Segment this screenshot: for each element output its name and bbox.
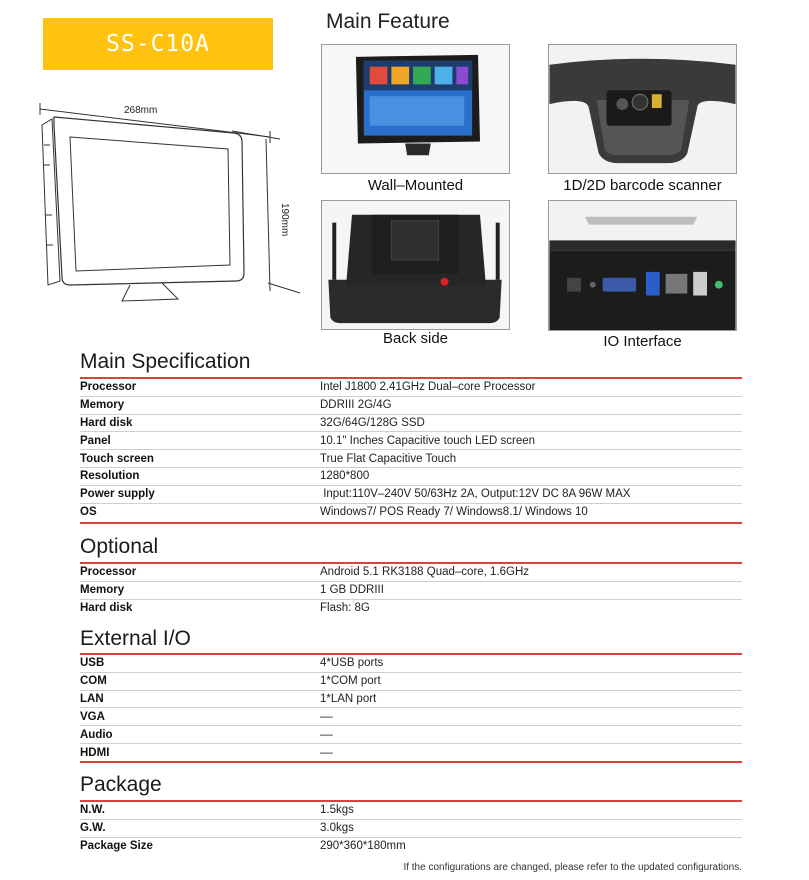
dimension-drawing	[30, 95, 310, 310]
io-interface-photo	[548, 200, 737, 331]
spec-key: Memory	[80, 584, 125, 597]
spec-value: 1.5kgs	[320, 804, 354, 817]
back-side-photo	[321, 200, 510, 330]
spec-key: LAN	[80, 692, 104, 705]
spec-row	[80, 838, 742, 856]
spec-row	[80, 708, 742, 726]
spec-key: Processor	[80, 381, 137, 394]
spec-key: COM	[80, 675, 107, 688]
spec-value: ––	[320, 710, 333, 723]
spec-value: 1*LAN port	[320, 692, 377, 705]
spec-key: OS	[80, 506, 97, 519]
spec-row	[80, 802, 742, 820]
spec-value: 32G/64G/128G SSD	[320, 416, 425, 429]
spec-key: Hard disk	[80, 416, 133, 429]
spec-row	[80, 397, 742, 415]
spec-row	[80, 691, 742, 709]
spec-key: Power supply	[80, 488, 155, 501]
spec-row	[80, 820, 742, 838]
spec-key: Resolution	[80, 470, 140, 483]
section-title-main-specification: Main Specification	[80, 350, 251, 373]
spec-key: Memory	[80, 399, 125, 412]
spec-row	[80, 415, 742, 433]
spec-key: Touch screen	[80, 452, 154, 465]
spec-value: 290*360*180mm	[320, 840, 406, 853]
spec-row	[80, 450, 742, 468]
spec-row	[80, 468, 742, 486]
spec-key: Package Size	[80, 840, 153, 853]
package-table	[80, 802, 742, 855]
main-feature-title: Main Feature	[326, 10, 450, 33]
model-name: SS-C10A	[106, 31, 210, 57]
spec-key: N.W.	[80, 804, 105, 817]
spec-row	[80, 379, 742, 397]
spec-row	[80, 673, 742, 691]
section-title-optional: Optional	[80, 535, 159, 558]
main-specification-table	[80, 379, 742, 521]
spec-value: 10.1" Inches Capacitive touch LED screen	[320, 434, 536, 447]
red-rule	[80, 761, 742, 763]
spec-row	[80, 744, 742, 762]
spec-key: Audio	[80, 728, 113, 741]
spec-row	[80, 432, 742, 450]
spec-value: Intel J1800 2.41GHz Dual–core Processor	[320, 381, 536, 394]
spec-value: Flash: 8G	[320, 602, 370, 615]
spec-row	[80, 564, 742, 582]
red-rule	[80, 522, 742, 524]
configuration-footnote: If the configurations are changed, please refer to the updated configurations.	[403, 862, 742, 873]
wall-mounted-photo	[321, 44, 510, 174]
spec-value: 3.0kgs	[320, 822, 354, 835]
spec-key: USB	[80, 657, 105, 670]
caption-wall-mounted: Wall–Mounted	[367, 177, 464, 194]
optional-table	[80, 564, 742, 617]
spec-key: G.W.	[80, 822, 106, 835]
spec-row	[80, 655, 742, 673]
spec-value: 1*COM port	[320, 675, 381, 688]
spec-value: True Flat Capacitive Touch	[320, 452, 457, 465]
spec-key: Hard disk	[80, 602, 133, 615]
model-badge	[43, 18, 273, 70]
spec-value: Android 5.1 RK3188 Quad–core, 1.6GHz	[320, 566, 530, 579]
spec-value: ––	[320, 746, 333, 759]
width-dimension-label: 268mm	[124, 105, 158, 116]
barcode-scanner-photo	[548, 44, 737, 174]
spec-value: Input:110V–240V 50/63Hz 2A, Output:12V DC 8A 96W MAX	[320, 488, 631, 501]
spec-value: Windows7/ POS Ready 7/ Windows8.1/ Windows 10	[320, 506, 588, 519]
section-title-external-io: External I/O	[80, 627, 191, 650]
spec-key: HDMI	[80, 746, 110, 759]
caption-back-side: Back side	[382, 330, 449, 347]
caption-io-interface: IO Interface	[603, 333, 682, 350]
external-io-table	[80, 655, 742, 762]
spec-key: VGA	[80, 710, 105, 723]
spec-key: Processor	[80, 566, 137, 579]
spec-row	[80, 600, 742, 618]
spec-row	[80, 726, 742, 744]
spec-value: 1280*800	[320, 470, 370, 483]
spec-row	[80, 582, 742, 600]
spec-row	[80, 486, 742, 504]
height-dimension-label: 190mm	[279, 203, 290, 237]
spec-value: 4*USB ports	[320, 657, 384, 670]
spec-key: Panel	[80, 434, 111, 447]
spec-value: 1 GB DDRIII	[320, 584, 384, 597]
caption-barcode-scanner: 1D/2D barcode scanner	[563, 177, 722, 194]
spec-value: ––	[320, 728, 333, 741]
spec-row	[80, 504, 742, 522]
section-title-package: Package	[80, 773, 162, 796]
spec-value: DDRIII 2G/4G	[320, 399, 392, 412]
